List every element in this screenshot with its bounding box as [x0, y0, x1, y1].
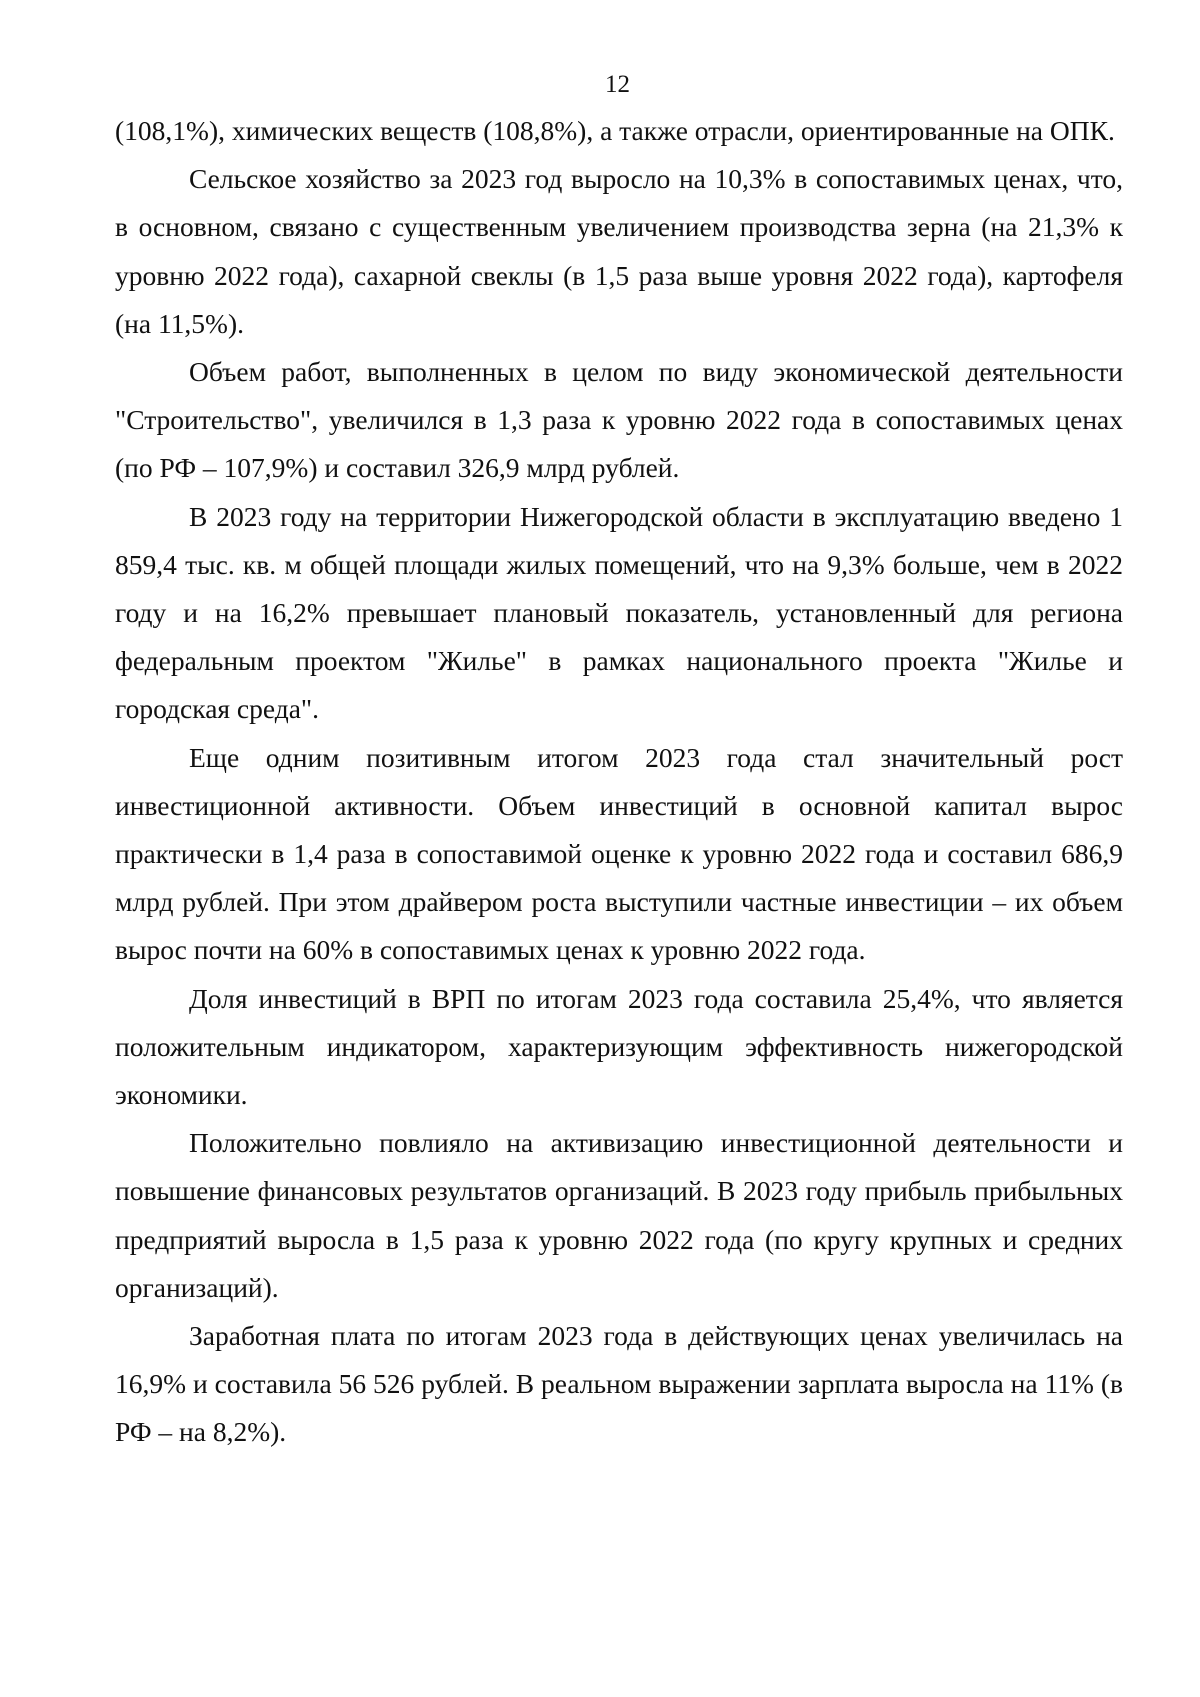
page-number: 12 [605, 71, 630, 98]
paragraph-housing: В 2023 году на территории Нижегородской области в эксплуатацию введено 1 859,4 тыс. кв. м общей площади жилых помещений, что на 9,3% больше, чем в 2022 году и на 16,2% превышает плановый показатель, установленный для региона федеральным проектом "Жилье" в рамках национального проекта "Жилье и городская среда". [115, 500, 1123, 725]
paragraph-continuation: (108,1%), химических веществ (108,8%), а также отрасли, ориентированные на ОПК. [115, 115, 1115, 146]
paragraph-construction: Объем работ, выполненных в целом по виду экономической деятельности "Строительство", увеличился в 1,3 раза к уровню 2022 года в сопоставимых ценах (по РФ – 107,9%) и составил 326,9 млрд рублей. [115, 356, 1123, 484]
paragraph-investment: Еще одним позитивным итогом 2023 года стал значительный рост инвестиционной активности. Объем инвестиций в основной капитал вырос практически в 1,4 раза в сопоставимой оценке к уровню 2022 года и составил 686,9 млрд рублей. При этом драйвером роста выступили частные инвестиции – их объем вырос почти на 60% в сопоставимых ценах к уровню 2022 года. [115, 741, 1123, 966]
document-body [115, 107, 1123, 1457]
paragraph-grp-share: Доля инвестиций в ВРП по итогам 2023 года составила 25,4%, что является положительным индикатором, характеризующим эффективность нижегородской экономики. [115, 982, 1123, 1111]
paragraph-agriculture: Сельское хозяйство за 2023 год выросло на 10,3% в сопоставимых ценах, что, в основном, связано с существенным увеличением производства зерна (на 21,3% к уровню 2022 года), сахарной свеклы (в 1,5 раза выше уровня 2022 года), картофеля (на 11,5%). [115, 163, 1123, 339]
paragraph-profit: Положительно повлияло на активизацию инвестиционной деятельности и повышение финансовых результатов организаций. В 2023 году прибыль прибыльных предприятий выросла в 1,5 раза к уровню 2022 года (по кругу крупных и средних организаций). [115, 1127, 1123, 1303]
paragraph-wages: Заработная плата по итогам 2023 года в действующих ценах увеличилась на 16,9% и составила 56 526 рублей. В реальном выражении зарплата выросла на 11% (в РФ – на 8,2%). [115, 1320, 1123, 1448]
